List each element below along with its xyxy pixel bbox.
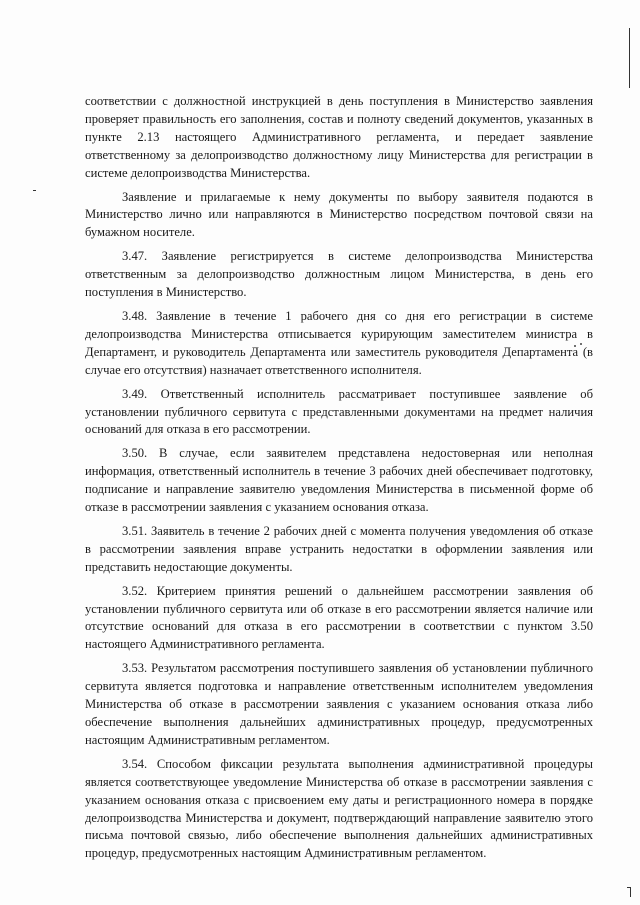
scan-corner-mark xyxy=(630,887,631,897)
scan-margin-dot xyxy=(33,190,36,191)
paragraph-3-53: 3.53. Результатом рассмотрения поступившего заявления об установлении публичного сервитута является подготовка и направление ответственным исполнителем уведомления Министерства об отказе в рассмотрении заявления с указанием основания отказа либо обеспечение выполнения дальнейших административных процедур, предусмотренных настоящим Административным регламентом. xyxy=(85,661,593,747)
paragraph-continuation: соответствии с должностной инструкцией в день поступления в Министерство заявления проверяет правильность его заполнения, состав и полноту сведений документов, указанных в пункте 2.13 настоящего Административного регламента, и передает заявление ответственному за делопроизводство должностному лицу Министерства для регистрации в системе делопроизводства Министерства. xyxy=(85,94,593,180)
paragraph-submission: Заявление и прилагаемые к нему документы по выбору заявителя подаются в Министерство лично или направляются в Министерство посредством почтовой связи на бумажном носителе. xyxy=(85,189,593,240)
paragraph-3-52: 3.52. Критерием принятия решений о дальнейшем рассмотрении заявления об установлении публичного сервитута или об отказе в его рассмотрении является наличие или отсутствие оснований для отказа в его рассмотрении в соответствии с пунктом 3.50 настоящего Административного регламента. xyxy=(85,583,593,652)
paragraph-3-54: 3.54. Способом фиксации результата выполнения административной процедуры является соответствующее уведомление Министерства об отказе в рассмотрении заявления с указанием основания отказа с присвоением ему даты и регистрационного номера в порядке делопроизводства Министерства и документ, подтверждающий направление заявителю этого письма почтовой связью, либо обеспечение выполнения дальнейших административных процедур, предусмотренных настоящим Административным регламентом. xyxy=(85,756,593,861)
paragraph-3-50: 3.50. В случае, если заявителем представлена недостоверная или неполная информация, ответственный исполнитель в течение 3 рабочих дней обеспечивает подготовку, подписание и направление заявителю уведомления Министерства в письменной форме об отказе в рассмотрении заявления с указанием основания отказа. xyxy=(85,446,593,515)
paragraph-3-47: 3.47. Заявление регистрируется в системе делопроизводства Министерства ответственным за делопроизводство должностным лицом Министерства, в день его поступления в Министерство. xyxy=(85,249,593,300)
paragraph-3-49: 3.49. Ответственный исполнитель рассматривает поступившее заявление об установлении публичного сервитута с представленными документами на предмет наличия оснований для отказа в его рассмотрении. xyxy=(85,386,593,437)
paragraph-3-51: 3.51. Заявитель в течение 2 рабочих дней с момента получения уведомления об отказе в рассмотрении заявления вправе устранить недостатки в оформлении заявления или представить недостающие документы. xyxy=(85,523,593,574)
paragraph-3-48: 3.48. Заявление в течение 1 рабочего дня со дня его регистрации в системе делопроизводства Министерства отписывается курирующим заместителем министра в Департамент, и руководитель Департамента или заместитель руководителя Департамента (в случае его отсутствия) назначает ответственного исполнителя. xyxy=(85,308,593,377)
scan-edge-mark xyxy=(629,28,630,88)
document-body xyxy=(85,93,593,869)
